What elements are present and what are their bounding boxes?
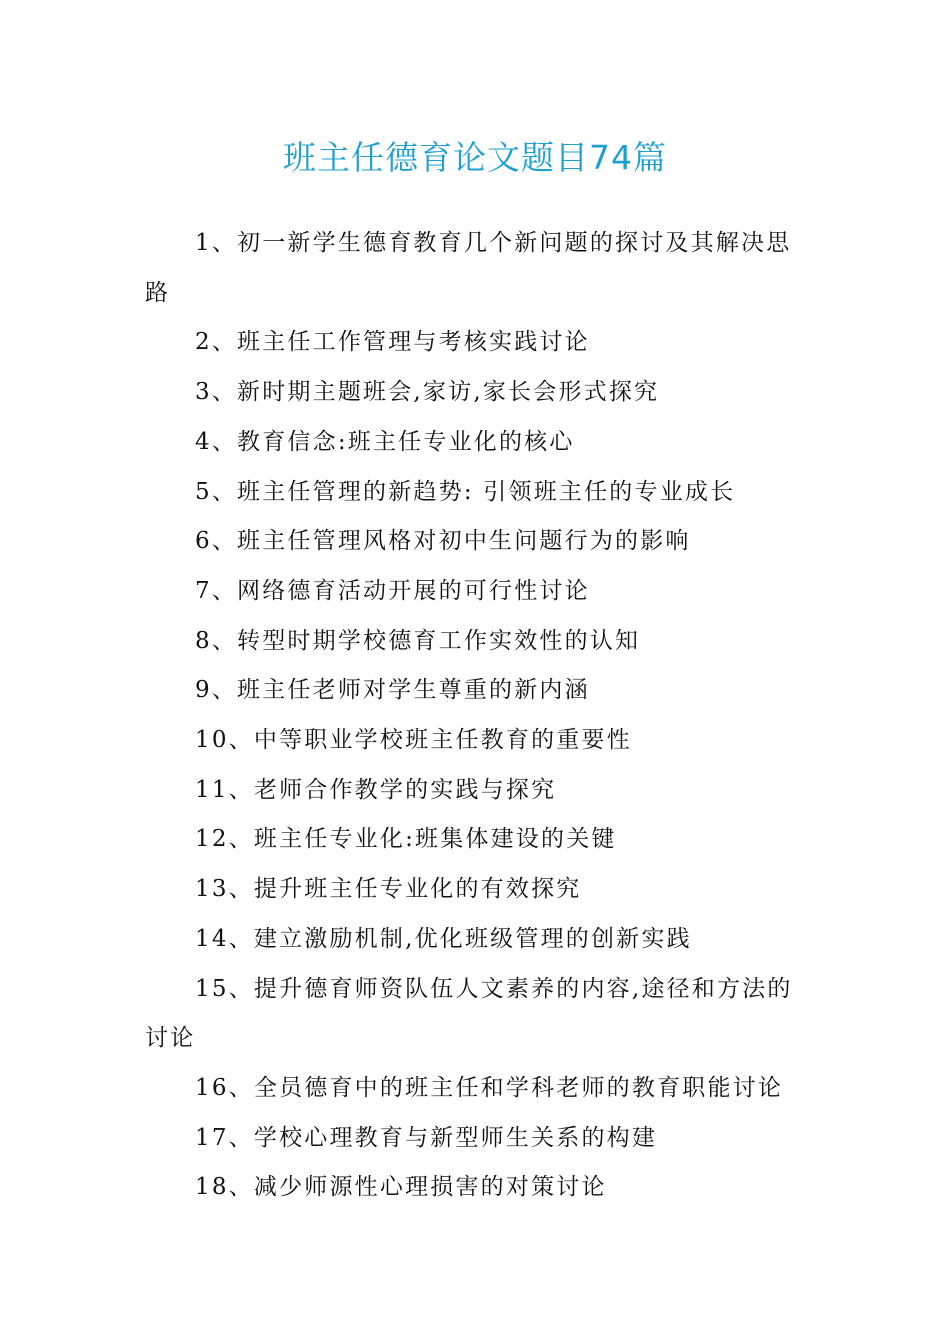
list-item: 5、班主任管理的新趋势: 引领班主任的专业成长 bbox=[195, 478, 736, 505]
list-item: 8、转型时期学校德育工作实效性的认知 bbox=[195, 627, 641, 654]
list-item: 1、初一新学生德育教育几个新问题的探讨及其解决思路 bbox=[145, 230, 792, 306]
list-item: 6、班主任管理风格对初中生问题行为的影响 bbox=[195, 528, 691, 555]
list-item: 3、新时期主题班会,家访,家长会形式探究 bbox=[195, 379, 660, 406]
list-item: 2、班主任工作管理与考核实践讨论 bbox=[195, 329, 590, 356]
list-item: 4、教育信念:班主任专业化的核心 bbox=[195, 428, 575, 455]
list-item: 7、网络德育活动开展的可行性讨论 bbox=[195, 577, 590, 604]
list-item: 15、提升德育师资队伍人文素养的内容,途径和方法的讨论 bbox=[145, 975, 793, 1052]
list-item: 13、提升班主任专业化的有效探究 bbox=[195, 876, 582, 903]
topic-list bbox=[145, 219, 800, 1213]
list-item: 18、减少师源性心理损害的对策讨论 bbox=[195, 1174, 607, 1201]
list-item: 12、班主任专业化:班集体建设的关键 bbox=[195, 826, 617, 853]
document-title: 班主任德育论文题目74篇 bbox=[283, 138, 667, 177]
list-item: 14、建立激励机制,优化班级管理的创新实践 bbox=[195, 925, 692, 952]
list-item: 11、老师合作教学的实践与探究 bbox=[195, 776, 557, 803]
list-item: 10、中等职业学校班主任教育的重要性 bbox=[195, 727, 632, 754]
list-item: 9、班主任老师对学生尊重的新内涵 bbox=[195, 677, 590, 704]
list-item: 17、学校心理教育与新型师生关系的构建 bbox=[195, 1124, 658, 1151]
list-item: 16、全员德育中的班主任和学科老师的教育职能讨论 bbox=[195, 1074, 784, 1101]
